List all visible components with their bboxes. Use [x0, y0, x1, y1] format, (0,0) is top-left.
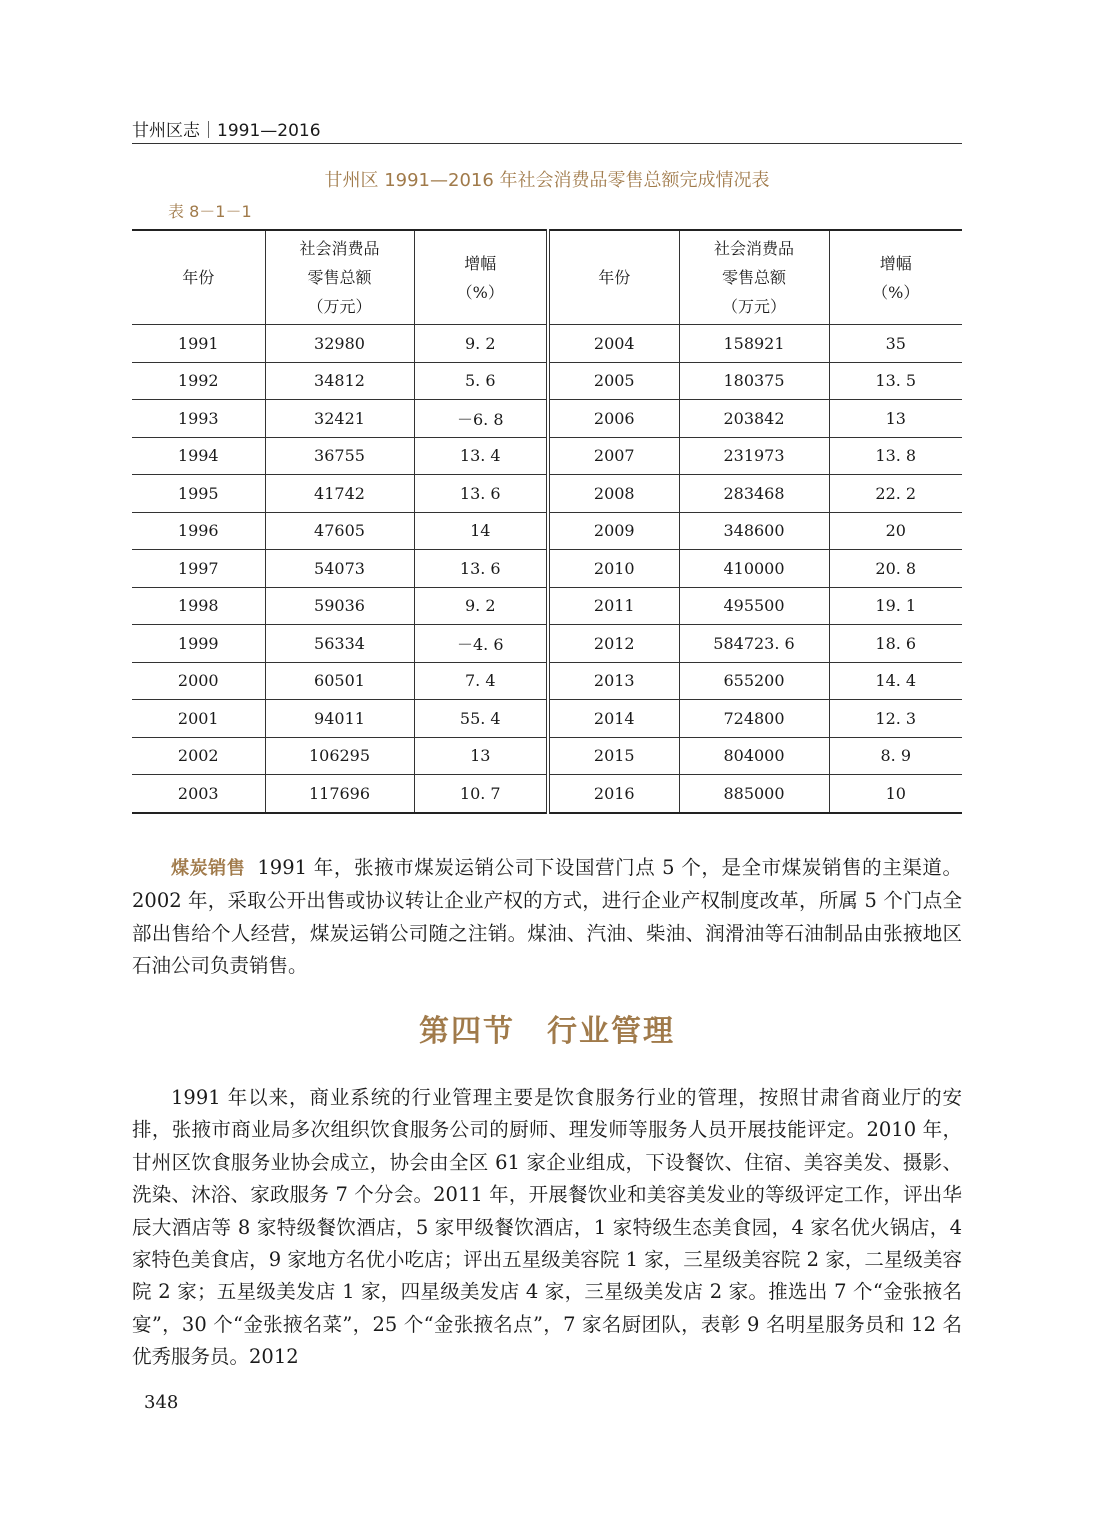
- growth-cell: 13: [414, 737, 548, 775]
- growth-cell: 10. 7: [414, 775, 548, 813]
- retail-total-cell: 34812: [265, 362, 414, 400]
- year-cell: 1996: [132, 512, 265, 550]
- table-row: [132, 625, 962, 663]
- header-retail-total: 社会消费品 零售总额 （万元）: [265, 230, 414, 325]
- year-cell: 2003: [132, 775, 265, 813]
- year-cell: 1994: [132, 437, 265, 475]
- year-cell: 2015: [548, 737, 679, 775]
- growth-cell: 14. 4: [829, 662, 962, 700]
- running-head: 甘州区志｜1991—2016: [132, 119, 962, 144]
- table-number: 表 8－1－1: [168, 202, 252, 221]
- retail-total-cell: 94011: [265, 700, 414, 738]
- growth-cell: －6. 8: [414, 400, 548, 438]
- growth-cell: 10: [829, 775, 962, 813]
- retail-total-cell: 410000: [679, 550, 829, 588]
- table-row: [132, 662, 962, 700]
- table-row: [132, 587, 962, 625]
- year-cell: 1992: [132, 362, 265, 400]
- table-row: [132, 775, 962, 813]
- year-cell: 2006: [548, 400, 679, 438]
- growth-cell: 8. 9: [829, 737, 962, 775]
- table-row: [132, 512, 962, 550]
- growth-cell: 19. 1: [829, 587, 962, 625]
- growth-cell: 9. 2: [414, 325, 548, 363]
- table-row: [132, 362, 962, 400]
- growth-cell: 5. 6: [414, 362, 548, 400]
- year-cell: 2000: [132, 662, 265, 700]
- year-cell: 2016: [548, 775, 679, 813]
- retail-total-cell: 158921: [679, 325, 829, 363]
- year-cell: 2009: [548, 512, 679, 550]
- table-header-row: [132, 230, 962, 325]
- year-cell: 2001: [132, 700, 265, 738]
- header-year: 年份: [548, 230, 679, 325]
- growth-cell: 35: [829, 325, 962, 363]
- table-row: [132, 737, 962, 775]
- retail-total-cell: 180375: [679, 362, 829, 400]
- retail-total-cell: 348600: [679, 512, 829, 550]
- year-cell: 2004: [548, 325, 679, 363]
- retail-total-cell: 724800: [679, 700, 829, 738]
- retail-total-cell: 203842: [679, 400, 829, 438]
- table-row: [132, 550, 962, 588]
- retail-total-cell: 231973: [679, 437, 829, 475]
- year-cell: 1993: [132, 400, 265, 438]
- growth-cell: 13. 5: [829, 362, 962, 400]
- retail-total-cell: 59036: [265, 587, 414, 625]
- table-title: 甘州区 1991—2016 年社会消费品零售总额完成情况表: [324, 170, 770, 191]
- retail-total-cell: 117696: [265, 775, 414, 813]
- industry-management-paragraph: 1991 年以来，商业系统的行业管理主要是饮食服务行业的管理，按照甘肃省商业厅的安排，张掖市商业局多次组织饮食服务公司的厨师、理发师等服务人员开展技能评定。2010 年，甘州区饮食服务业协会成立，协会由全区 61 家企业组成，下设餐饮、住宿、美容美发、摄影、洗染、沐浴、家政服务 7 个分会。2011 年，开展餐饮业和美容美发业的等级评定工作，评出华辰大酒店等 8 家特级餐饮酒店，5 家甲级餐饮酒店，1 家特级生态美食园，4 家名优火锅店，4 家特色美食店，9 家地方名优小吃店；评出五星级美容院 1 家，三星级美容院 2 家，二星级美容院 2 家；五星级美发店 1 家，四星级美发店 4 家，三星级美发店 2 家。推选出 7 个“金张掖名宴”，30 个“金张掖名菜”，25 个“金张掖名点”，7 家名厨团队，表彰 9 名明星服务员和 12 名优秀服务员。2012: [132, 1086, 962, 1369]
- header-retail-total: 社会消费品 零售总额 （万元）: [679, 230, 829, 325]
- retail-total-cell: 32421: [265, 400, 414, 438]
- year-cell: 2013: [548, 662, 679, 700]
- retail-total-cell: 584723. 6: [679, 625, 829, 663]
- growth-cell: 9. 2: [414, 587, 548, 625]
- retail-total-cell: 47605: [265, 512, 414, 550]
- retail-total-cell: 495500: [679, 587, 829, 625]
- table-row: [132, 475, 962, 513]
- year-cell: 2008: [548, 475, 679, 513]
- header-growth: 增幅 （%）: [829, 230, 962, 325]
- growth-cell: 22. 2: [829, 475, 962, 513]
- table-row: [132, 437, 962, 475]
- year-cell: 2011: [548, 587, 679, 625]
- growth-cell: 13. 6: [414, 550, 548, 588]
- header-growth: 增幅 （%）: [414, 230, 548, 325]
- year-cell: 2014: [548, 700, 679, 738]
- retail-total-cell: 655200: [679, 662, 829, 700]
- growth-cell: 7. 4: [414, 662, 548, 700]
- retail-total-cell: 36755: [265, 437, 414, 475]
- year-cell: 1991: [132, 325, 265, 363]
- year-cell: 1997: [132, 550, 265, 588]
- growth-cell: 12. 3: [829, 700, 962, 738]
- year-cell: 2010: [548, 550, 679, 588]
- retail-total-cell: 283468: [679, 475, 829, 513]
- growth-cell: －4. 6: [414, 625, 548, 663]
- coal-sales-text: 1991 年，张掖市煤炭运销公司下设国营门点 5 个，是全市煤炭销售的主渠道。2002 年，采取公开出售或协议转让企业产权的方式，进行企业产权制度改革，所属 5 个门点全部出售给个人经营，煤炭运销公司随之注销。煤油、汽油、柴油、润滑油等石油制品由张掖地区石油公司负责销售。: [132, 856, 962, 978]
- retail-total-cell: 804000: [679, 737, 829, 775]
- growth-cell: 20: [829, 512, 962, 550]
- year-cell: 2002: [132, 737, 265, 775]
- year-cell: 2012: [548, 625, 679, 663]
- table-row: [132, 325, 962, 363]
- retail-total-cell: 56334: [265, 625, 414, 663]
- year-cell: 2007: [548, 437, 679, 475]
- header-year: 年份: [132, 230, 265, 325]
- coal-sales-heading: 煤炭销售: [171, 858, 246, 879]
- section-title: 第四节 行业管理: [419, 1014, 675, 1049]
- growth-cell: 13: [829, 400, 962, 438]
- growth-cell: 13. 4: [414, 437, 548, 475]
- growth-cell: 14: [414, 512, 548, 550]
- year-cell: 1999: [132, 625, 265, 663]
- growth-cell: 13. 6: [414, 475, 548, 513]
- year-cell: 1995: [132, 475, 265, 513]
- retail-total-cell: 60501: [265, 662, 414, 700]
- retail-sales-table: [132, 229, 962, 814]
- growth-cell: 18. 6: [829, 625, 962, 663]
- page-number: 348: [144, 1392, 179, 1413]
- coal-sales-paragraph: [132, 852, 962, 983]
- retail-total-cell: 885000: [679, 775, 829, 813]
- growth-cell: 55. 4: [414, 700, 548, 738]
- retail-total-cell: 41742: [265, 475, 414, 513]
- year-cell: 1998: [132, 587, 265, 625]
- growth-cell: 20. 8: [829, 550, 962, 588]
- retail-total-cell: 32980: [265, 325, 414, 363]
- retail-total-cell: 106295: [265, 737, 414, 775]
- year-cell: 2005: [548, 362, 679, 400]
- retail-total-cell: 54073: [265, 550, 414, 588]
- table-row: [132, 700, 962, 738]
- table-row: [132, 400, 962, 438]
- growth-cell: 13. 8: [829, 437, 962, 475]
